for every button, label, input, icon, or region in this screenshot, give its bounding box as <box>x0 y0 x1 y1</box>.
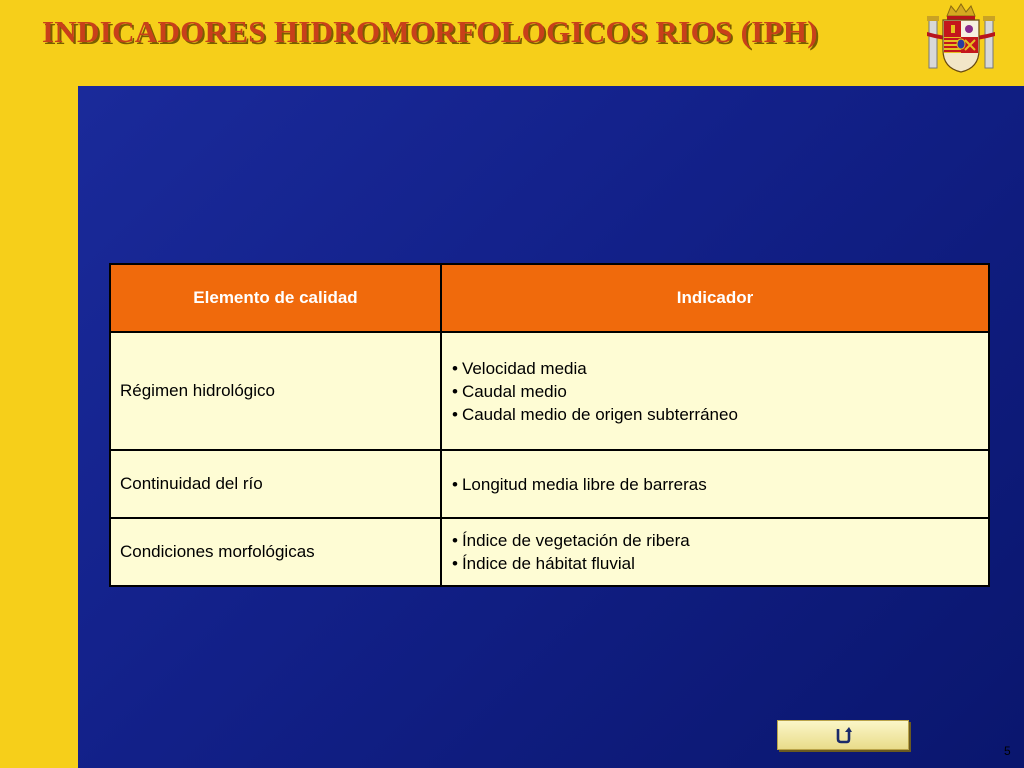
page-number: 5 <box>1004 744 1011 758</box>
indicador-item: • Caudal medio de origen subterráneo <box>452 403 978 426</box>
table-row <box>110 332 989 450</box>
indicador-cell <box>441 450 989 518</box>
table-row <box>110 450 989 518</box>
return-button[interactable] <box>777 720 909 750</box>
header-indicador: Indicador <box>441 264 989 332</box>
indicador-item: • Caudal medio <box>452 380 978 403</box>
elemento-cell: Continuidad del río <box>110 450 441 518</box>
table-header-row <box>110 264 989 332</box>
indicador-cell <box>441 332 989 450</box>
indicador-item: • Velocidad media <box>452 357 978 380</box>
indicador-item: • Índice de hábitat fluvial <box>452 552 978 575</box>
spain-coat-of-arms-icon <box>925 2 997 74</box>
elemento-cell: Condiciones morfológicas <box>110 518 441 586</box>
table-row <box>110 518 989 586</box>
elemento-cell: Régimen hidrológico <box>110 332 441 450</box>
indicador-item: • Índice de vegetación de ribera <box>452 529 978 552</box>
indicador-item: • Longitud media libre de barreras <box>452 473 978 496</box>
indicador-cell <box>441 518 989 586</box>
indicators-table <box>109 263 990 587</box>
return-arrow-icon <box>833 725 853 745</box>
header-elemento: Elemento de calidad <box>110 264 441 332</box>
slide-title: INDICADORES HIDROMORFOLOGICOS RIOS (IPH) <box>42 14 818 49</box>
